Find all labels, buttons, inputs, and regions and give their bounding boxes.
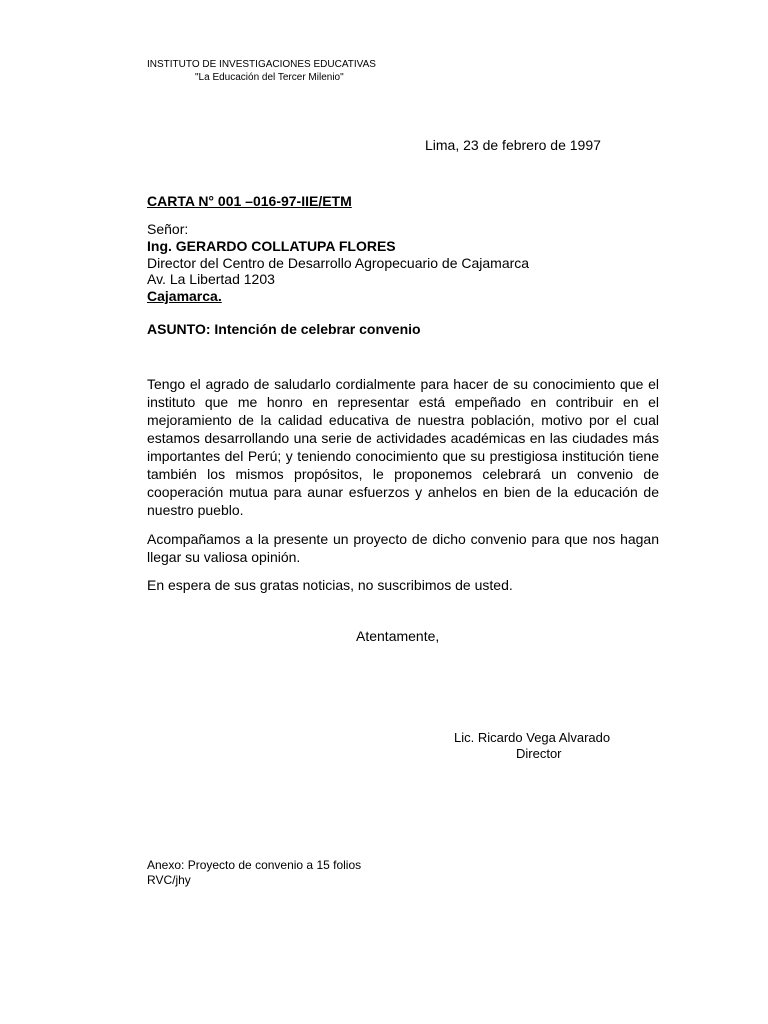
recipient-city: Cajamarca.	[147, 288, 222, 304]
recipient-name: Ing. GERARDO COLLATUPA FLORES	[147, 238, 396, 254]
body-paragraph-2: Acompañamos a la presente un proyecto de dicho convenio para que nos hagan llegar su valiosa opinión.	[147, 531, 659, 565]
letter-subject: ASUNTO: Intención de celebrar convenio	[147, 321, 421, 337]
closing-phrase: Atentamente,	[356, 628, 440, 644]
letter-reference: CARTA N° 001 –016-97-IIE/ETM	[147, 193, 352, 209]
annex-note: Anexo: Proyecto de convenio a 15 folios	[147, 858, 362, 872]
institution-name: INSTITUTO DE INVESTIGACIONES EDUCATIVAS	[147, 59, 376, 70]
letter-date: Lima, 23 de febrero de 1997	[425, 137, 601, 153]
institution-motto: "La Educación del Tercer Milenio"	[195, 72, 344, 83]
body-paragraph-3: En espera de sus gratas noticias, no suscribimos de usted.	[147, 577, 513, 593]
recipient-position: Director del Centro de Desarrollo Agropecuario de Cajamarca	[147, 255, 530, 271]
signer-name: Lic. Ricardo Vega Alvarado	[454, 730, 611, 745]
body-paragraph-1: Tengo el agrado de saludarlo cordialmente para hacer de su conocimiento que el instituto que me honro en representar está empeñado en contribuir en el mejoramiento de la calidad educativa de nuestra población, motivo por el cual estamos desarrollando una serie de actividades académicas en las ciudades más importantes del Perú; y teniendo conocimiento que su prestigiosa institución tiene también los mismos propósitos, le proponemos celebrará un convenio de cooperación mutua para aunar esfuerzos y anhelos en bien de la educación de nuestro pueblo.	[147, 376, 659, 518]
recipient-salutation: Señor:	[147, 221, 189, 237]
signer-title: Director	[516, 746, 562, 761]
reference-initials: RVC/jhy	[147, 873, 191, 887]
recipient-address: Av. La Libertad 1203	[147, 271, 275, 287]
